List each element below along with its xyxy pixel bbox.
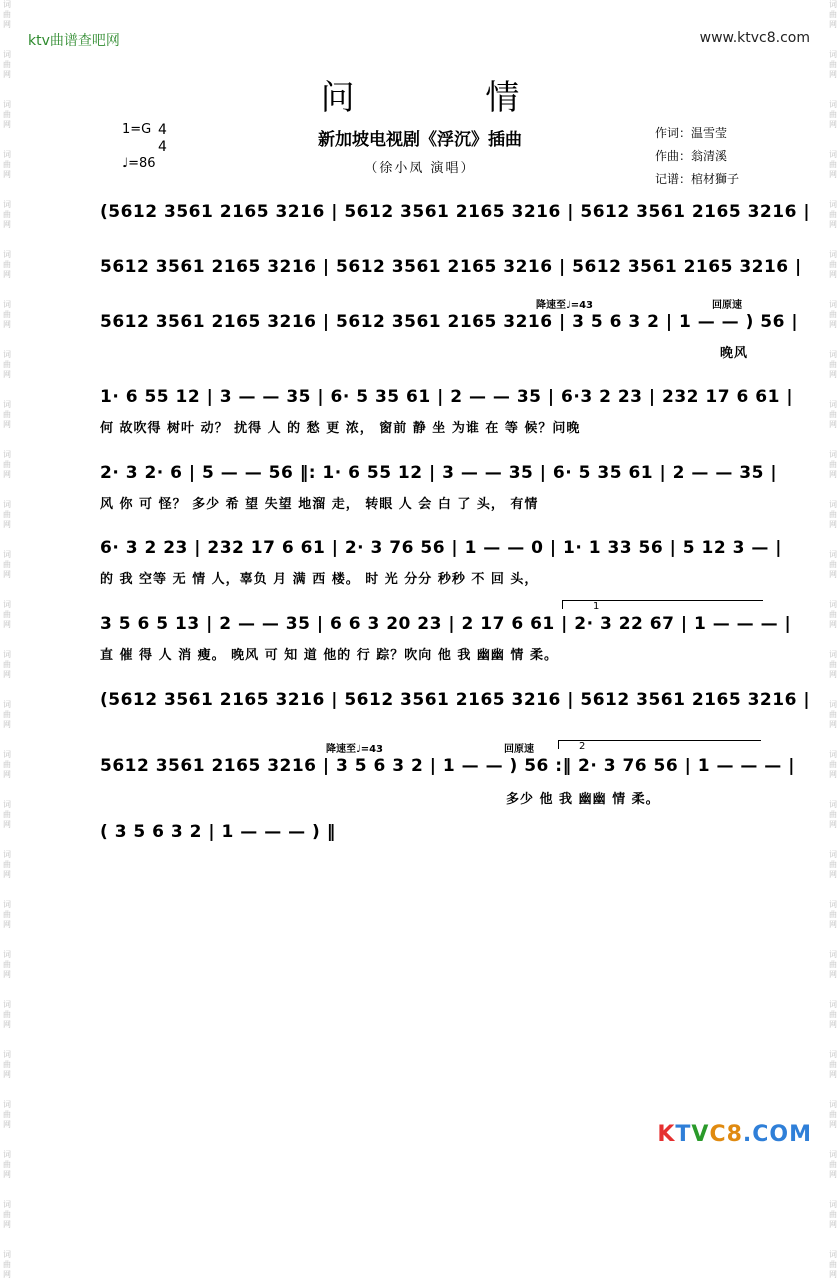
site-name-left: ktv曲谱查吧网: [28, 33, 120, 49]
key-label: 1=G: [122, 122, 152, 137]
transcriber-credit: 记谱：棺材獅子: [655, 172, 740, 186]
time-bottom: 4: [158, 139, 167, 155]
lyricist-credit: 作词：温雪莹: [655, 126, 728, 140]
tempo-resume-mark: 回原速: [712, 300, 742, 311]
tempo-mark: ♩=86: [122, 156, 156, 171]
song-subtitle: 新加坡电视剧《浮沉》插曲: [318, 130, 522, 150]
singer-credit: （徐小凤 演唱）: [364, 161, 476, 176]
lyrics: 何 故吹得 树叶 动？ 扰得 人 的 愁 更 浓， 窗前 静 坐 为谁 在 等 候？问晚: [100, 421, 581, 436]
tempo-resume-mark: 回原速: [504, 744, 534, 755]
time-top: 4: [158, 122, 167, 138]
volta-1: 1: [562, 600, 763, 609]
notation: 5612 3561 2165 3216 | 3 5 6 3 2 | 1 — — ) 56 :‖ 2· 3 76 56 | 1 — — — |: [100, 756, 795, 776]
slow-down-mark: 降速至♩=43: [536, 300, 594, 311]
notation: 5612 3561 2165 3216 | 5612 3561 2165 3216 | 3 5 6 3 2 | 1 — — ) 56 |: [100, 312, 799, 332]
notation: 3 5 6 5 13 | 2 — — 35 | 6 6 3 20 23 | 2 17 6 61 | 2· 3 22 67 | 1 — — — |: [100, 614, 792, 634]
notation: 1· 6 55 12 | 3 — — 35 | 6· 5 35 61 | 2 — — 35 | 6·3 2 23 | 232 17 6 61 |: [100, 387, 794, 407]
notation: (5612 3561 2165 3216 | 5612 3561 2165 3216 | 5612 3561 2165 3216 |: [100, 202, 811, 222]
volta-2: 2: [558, 740, 761, 749]
lyrics: 多少 他 我 幽幽 情 柔。: [506, 792, 660, 807]
watermark-strip-left: 词曲网 词曲网 词曲网 词曲网 词曲网 词曲网 词曲网 词曲网 词曲网 词曲网 词曲网 词曲网 词曲网 词曲网 词曲网 词曲网 词曲网 词曲网 词曲网 词曲网 词曲网 词曲网 词曲网 词曲网 词曲网 词曲网: [3, 0, 11, 1279]
lyrics: 直 催 得 人 消 瘦。 晚风 可 知 道 他的 行 踪？吹向 他 我 幽幽 情 柔。: [100, 648, 558, 663]
lyrics: 风 你 可 怪？ 多少 希 望 失望 地溜 走， 转眼 人 会 白 了 头， 有情: [100, 497, 539, 512]
lyrics: 晚风: [720, 346, 749, 361]
notation: 5612 3561 2165 3216 | 5612 3561 2165 3216 | 5612 3561 2165 3216 |: [100, 257, 802, 277]
notation: 6· 3 2 23 | 232 17 6 61 | 2· 3 76 56 | 1 — — 0 | 1· 1 33 56 | 5 12 3 — |: [100, 538, 782, 558]
song-title: 问 情: [320, 78, 580, 118]
notation: 2· 3 2· 6 | 5 — — 56 ‖: 1· 6 55 12 | 3 — — 35 | 6· 5 35 61 | 2 — — 35 |: [100, 463, 778, 483]
notation: (5612 3561 2165 3216 | 5612 3561 2165 3216 | 5612 3561 2165 3216 |: [100, 690, 811, 710]
lyrics: 的 我 空等 无 情 人，辜负 月 满 西 楼。 时 光 分分 秒秒 不 回 头，: [100, 572, 539, 587]
ktvc8-logo: KTVC8.COM: [657, 1122, 812, 1147]
notation: ( 3 5 6 3 2 | 1 — — — ) ‖: [100, 822, 336, 842]
watermark-strip-right: 词曲网 词曲网 词曲网 词曲网 词曲网 词曲网 词曲网 词曲网 词曲网 词曲网 词曲网 词曲网 词曲网 词曲网 词曲网 词曲网 词曲网 词曲网 词曲网 词曲网 词曲网 词曲网 词曲网 词曲网 词曲网 词曲网: [829, 0, 837, 1279]
slow-down-mark: 降速至♩=43: [326, 744, 384, 755]
composer-credit: 作曲：翁清溪: [655, 149, 728, 163]
site-url-right: www.ktvc8.com: [699, 30, 810, 46]
credits: [655, 122, 739, 191]
